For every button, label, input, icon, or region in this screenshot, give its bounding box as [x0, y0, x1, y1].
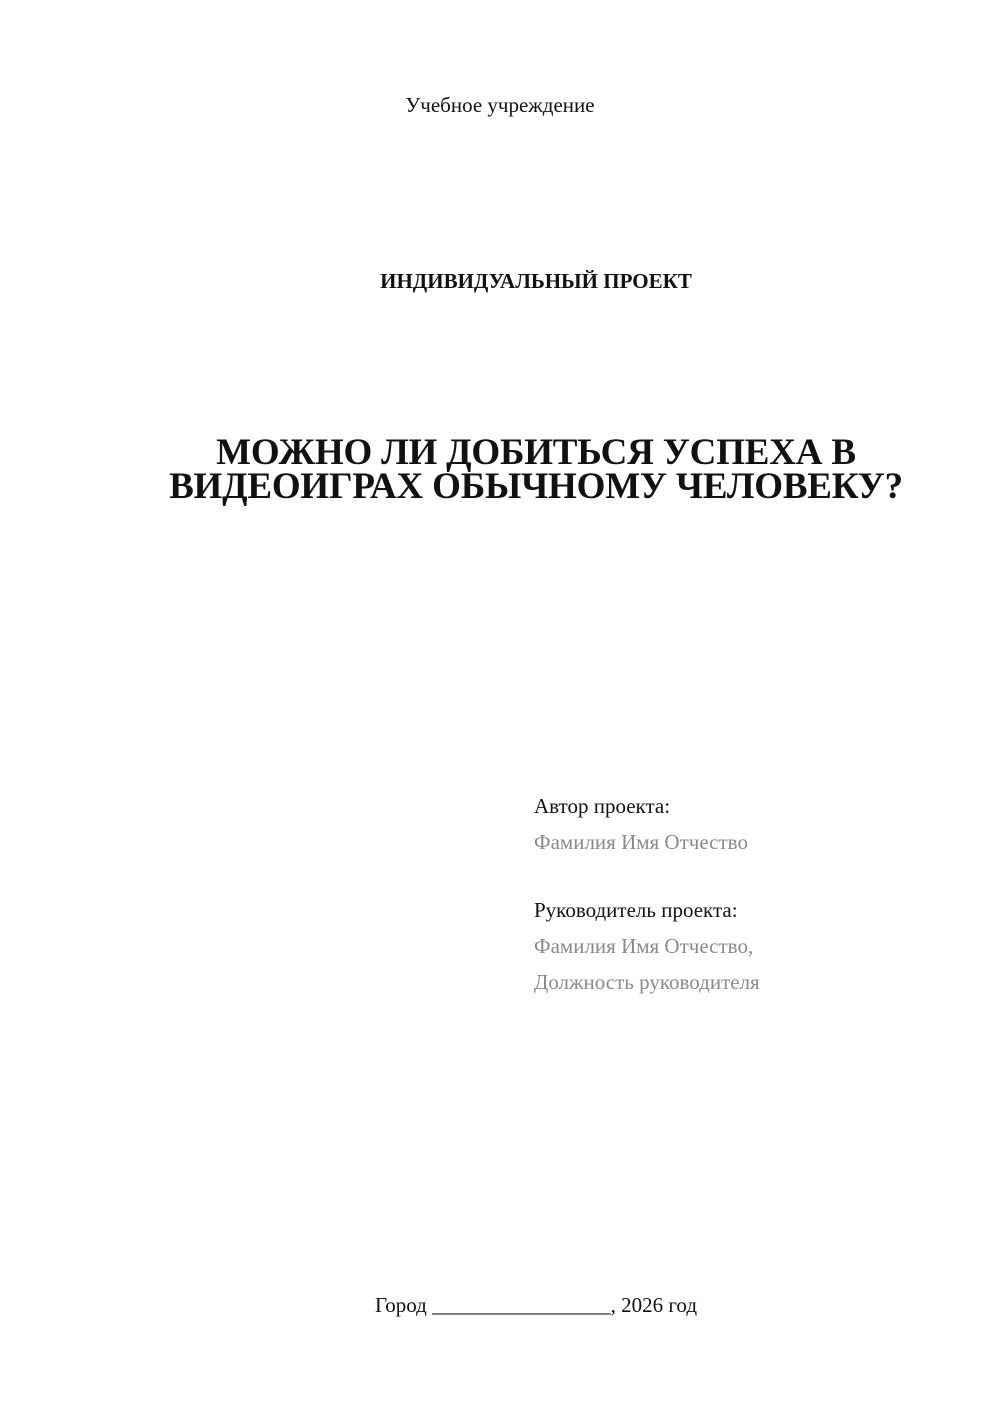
supervisor-label: Руководитель проекта: [534, 898, 738, 922]
institution-name: Учебное учреждение [405, 93, 595, 117]
credits-spacer [534, 860, 974, 892]
project-title-line-2: ВИДЕОИГРАХ ОБЫЧНОМУ ЧЕЛОВЕКУ? [169, 466, 903, 507]
author-label: Автор проекта: [534, 794, 671, 818]
supervisor-name: Фамилия Имя Отчество, [534, 934, 754, 958]
project-title [110, 432, 962, 507]
author-name: Фамилия Имя Отчество [534, 830, 748, 854]
project-title-line-1: МОЖНО ЛИ ДОБИТЬСЯ УСПЕХА В [216, 432, 856, 473]
supervisor-position: Должность руководителя [534, 970, 760, 994]
credits-block [534, 788, 974, 1000]
city-year-line: Город _________________, 2026 год [374, 1293, 698, 1317]
project-type-heading: ИНДИВИДУАЛЬНЫЙ ПРОЕКТ [380, 269, 692, 293]
